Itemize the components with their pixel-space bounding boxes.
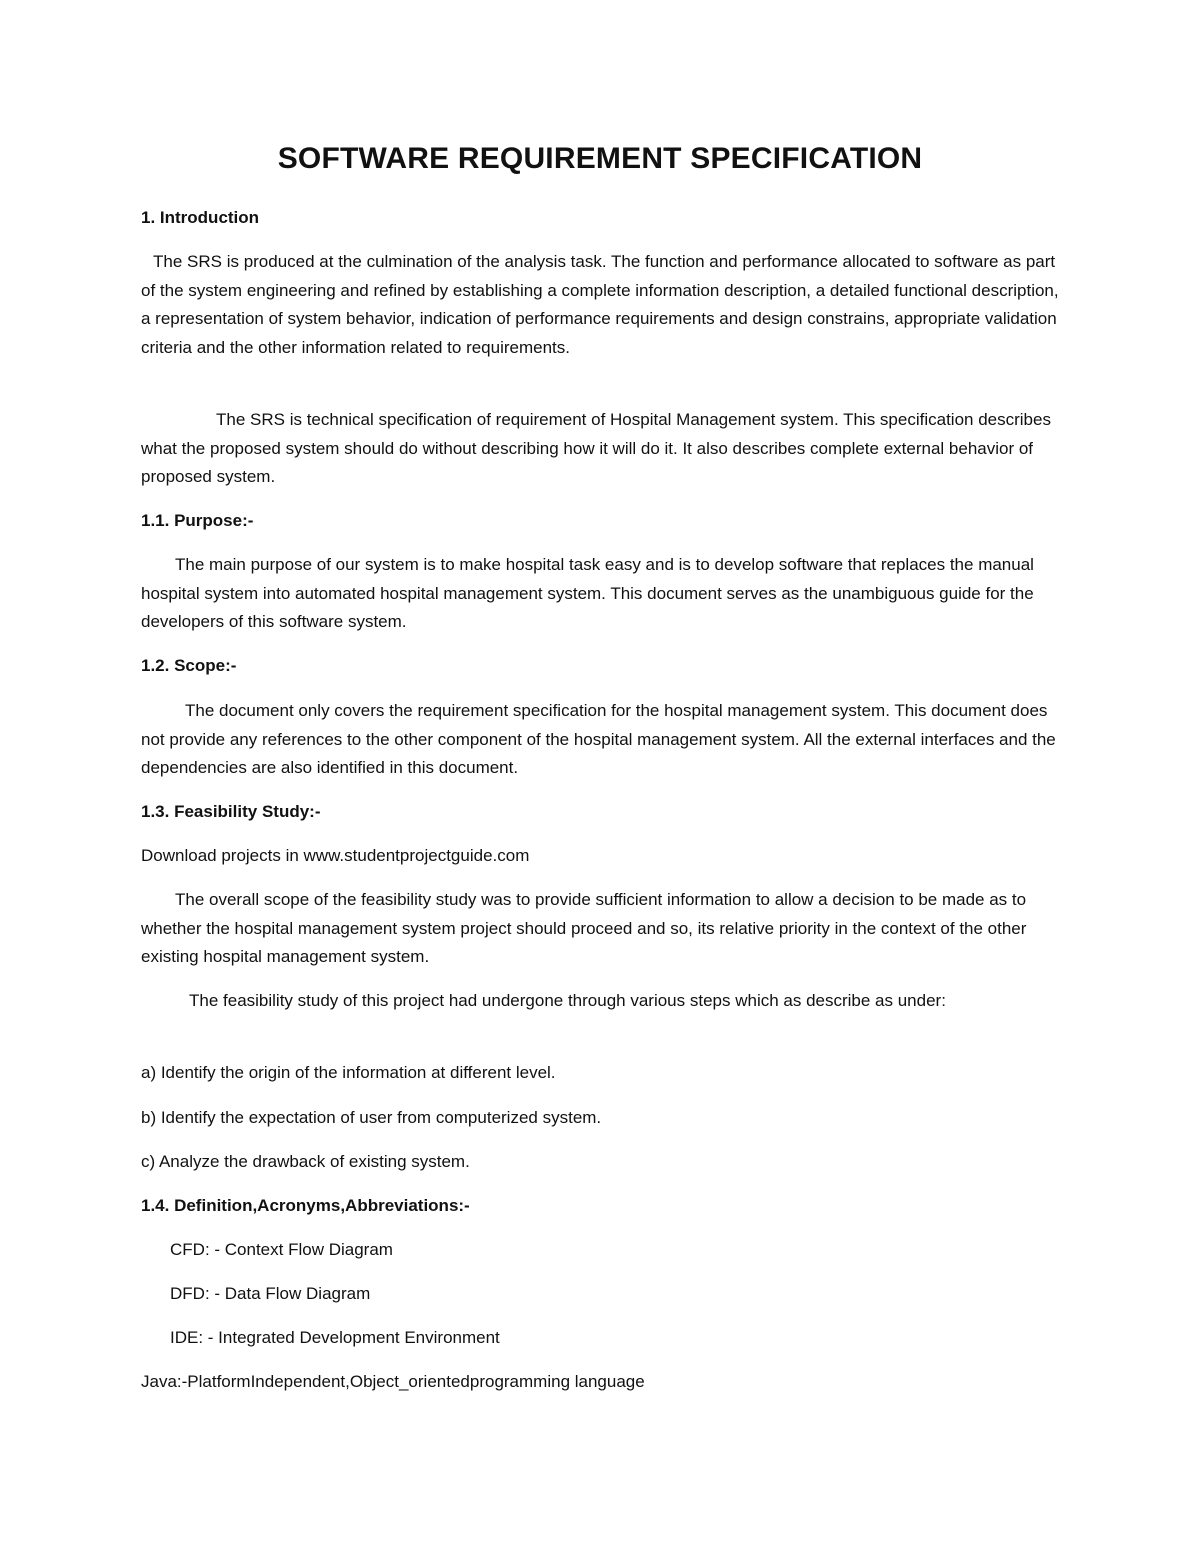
feasibility-step: a) Identify the origin of the information at different level. xyxy=(141,1063,556,1082)
document-title: SOFTWARE REQUIREMENT SPECIFICATION xyxy=(277,142,923,175)
purpose-paragraph: The main purpose of our system is to make hospital task easy and is to develop software that replaces the manual hospital system into automated hospital management system. This document serves as the unambiguous guide for the developers of this software system. xyxy=(141,555,1034,632)
heading-scope: 1.2. Scope:- xyxy=(141,656,237,675)
intro-paragraph-1: The SRS is produced at the culmination of the analysis task. The function and performance allocated to software as part of the system engineering and refined by establishing a complete information description, a detailed functional description, a representation of system behavior, indication of performance requirements and design constrains, appropriate validation criteria and the other information related to requirements. xyxy=(141,252,1059,357)
feasibility-step: b) Identify the expectation of user from computerized system. xyxy=(141,1108,602,1127)
scope-paragraph: The document only covers the requirement specification for the hospital management system. This document does not provide any references to the other component of the hospital management system. All the external interfaces and the dependencies are also identified in this document. xyxy=(141,701,1056,778)
feasibility-paragraph-2: The feasibility study of this project had undergone through various steps which as describe as under: xyxy=(189,991,946,1010)
definition-item: DFD: - Data Flow Diagram xyxy=(170,1284,371,1303)
heading-feasibility: 1.3. Feasibility Study:- xyxy=(141,802,321,821)
download-line: Download projects in www.studentprojectguide.com xyxy=(141,846,530,865)
feasibility-paragraph-1: The overall scope of the feasibility study was to provide sufficient information to allow a decision to be made as to whether the hospital management system project should proceed and so, its relative priority in the context of the other existing hospital management system. xyxy=(141,890,1027,967)
heading-purpose: 1.1. Purpose:- xyxy=(141,511,254,530)
definition-item: IDE: - Integrated Development Environment xyxy=(170,1328,500,1347)
feasibility-step: c) Analyze the drawback of existing system. xyxy=(141,1152,470,1171)
intro-paragraph-2: The SRS is technical specification of requirement of Hospital Management system. This specification describes what the proposed system should do without describing how it will do it. It also describes complete external behavior of proposed system. xyxy=(141,410,1051,487)
definition-item: CFD: - Context Flow Diagram xyxy=(170,1240,393,1259)
heading-introduction: 1. Introduction xyxy=(141,208,260,227)
java-definition-line: Java:-PlatformIndependent,Object_orientedprogramming language xyxy=(141,1372,645,1391)
heading-definitions: 1.4. Definition,Acronyms,Abbreviations:- xyxy=(141,1196,470,1215)
